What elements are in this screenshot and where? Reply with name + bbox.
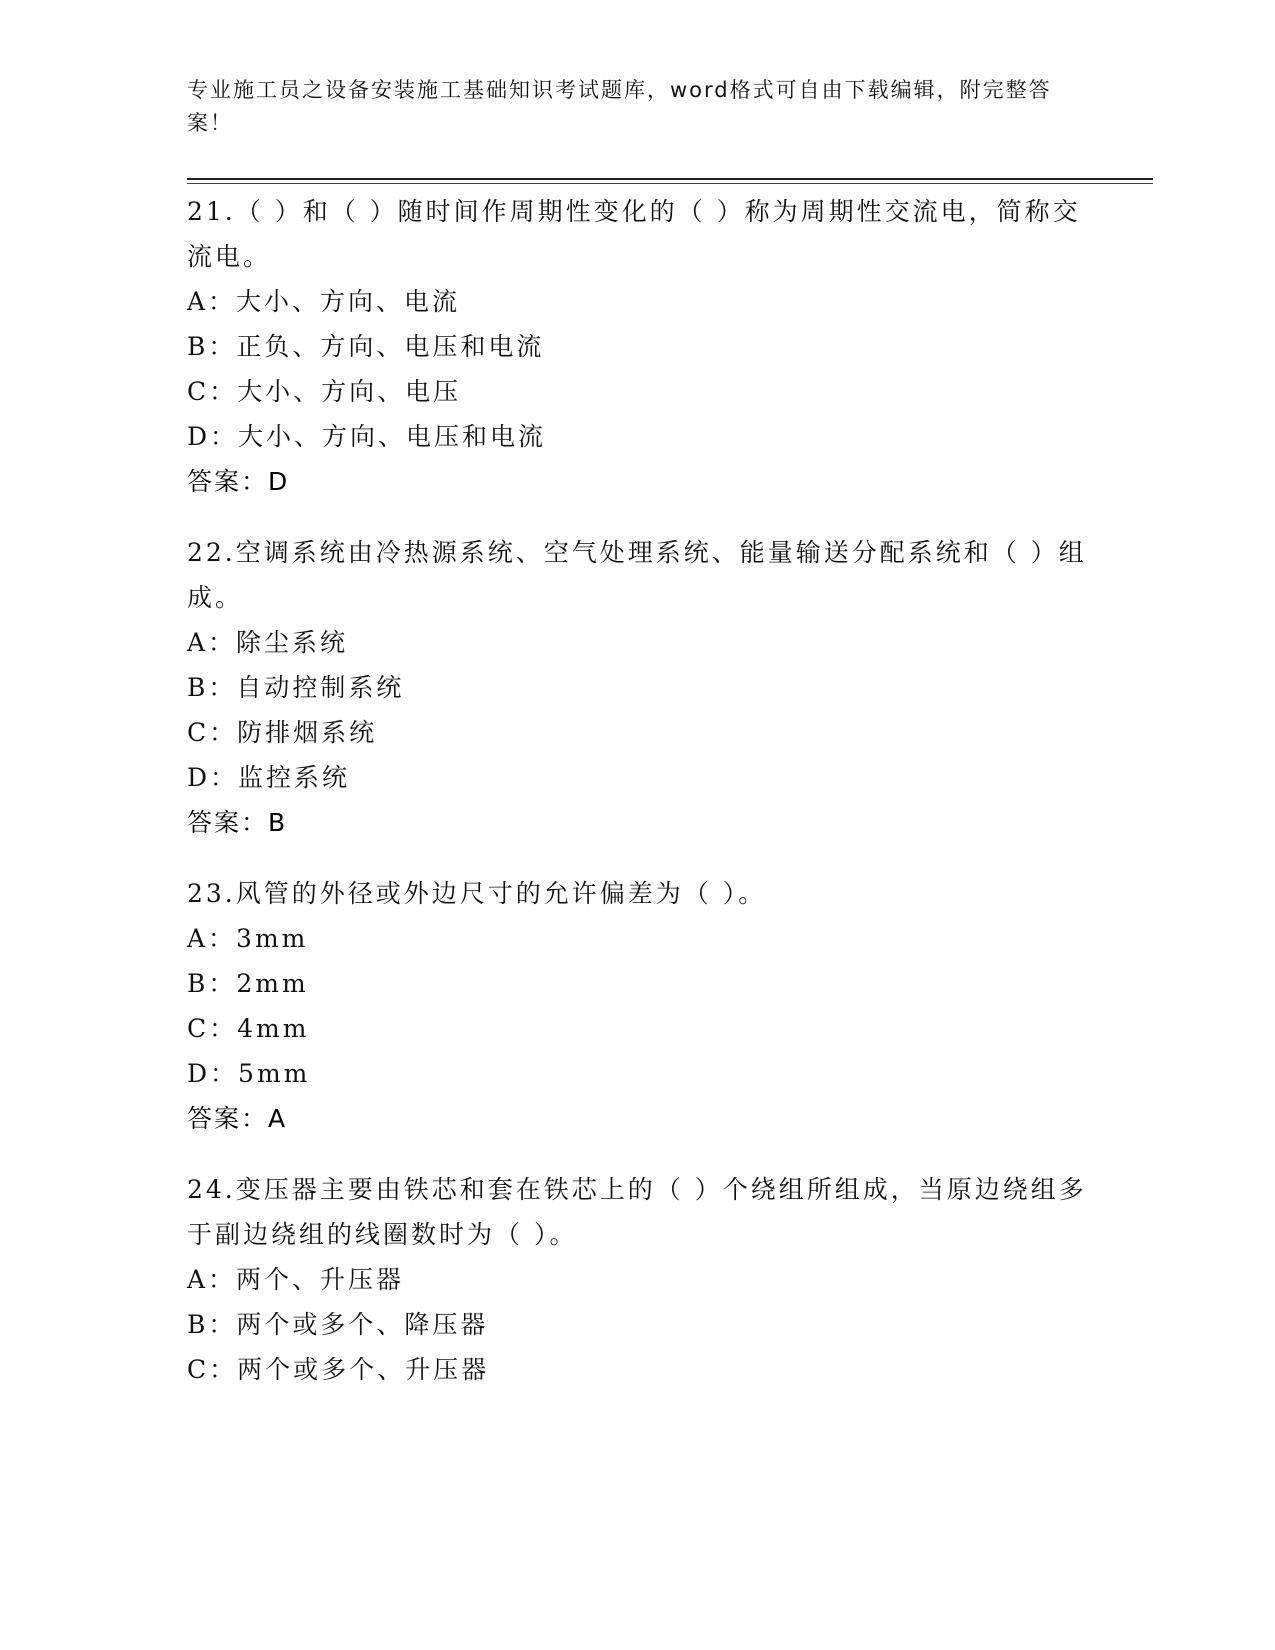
option-b: B：自动控制系统 (187, 673, 405, 702)
option-a: A：两个、升压器 (187, 1265, 405, 1294)
document-header: 专业施工员之设备安装施工基础知识考试题库，word格式可自由下载编辑，附完整答案！ (187, 78, 1052, 135)
option-c: C：两个或多个、升压器 (187, 1355, 490, 1384)
question-23 (187, 871, 1087, 1141)
option-c: C：大小、方向、电压 (187, 377, 462, 406)
option-d: D：监控系统 (187, 763, 351, 792)
header-divider-thin (187, 183, 1153, 184)
header-divider-thick (187, 178, 1153, 180)
question-text: 21.（ ）和（ ）随时间作周期性变化的（ ）称为周期性交流电，简称交流电。 (187, 197, 1081, 271)
option-c: C：4mm (187, 1014, 310, 1043)
answer-label: 答案：B (187, 808, 288, 837)
question-text: 24.变压器主要由铁芯和套在铁芯上的（ ）个绕组所组成，当原边绕组多于副边绕组的线圈数时为（ ）。 (187, 1175, 1087, 1249)
answer-label: 答案：D (187, 467, 290, 496)
option-b: B：2mm (187, 969, 309, 998)
question-22 (187, 530, 1087, 845)
option-b: B：两个或多个、降压器 (187, 1310, 489, 1339)
option-a: A：大小、方向、电流 (187, 287, 461, 316)
option-a: A：除尘系统 (187, 628, 349, 657)
question-text: 22.空调系统由冷热源系统、空气处理系统、能量输送分配系统和（ ）组成。 (187, 538, 1087, 612)
question-list (187, 189, 1087, 1418)
option-a: A：3mm (187, 924, 309, 953)
answer-label: 答案：A (187, 1104, 288, 1133)
option-b: B：正负、方向、电压和电流 (187, 332, 545, 361)
question-21 (187, 189, 1087, 504)
option-c: C：防排烟系统 (187, 718, 378, 747)
option-d: D：5mm (187, 1059, 311, 1088)
question-24 (187, 1167, 1087, 1392)
option-d: D：大小、方向、电压和电流 (187, 422, 547, 451)
question-text: 23.风管的外径或外边尺寸的允许偏差为（ ）。 (187, 879, 767, 908)
